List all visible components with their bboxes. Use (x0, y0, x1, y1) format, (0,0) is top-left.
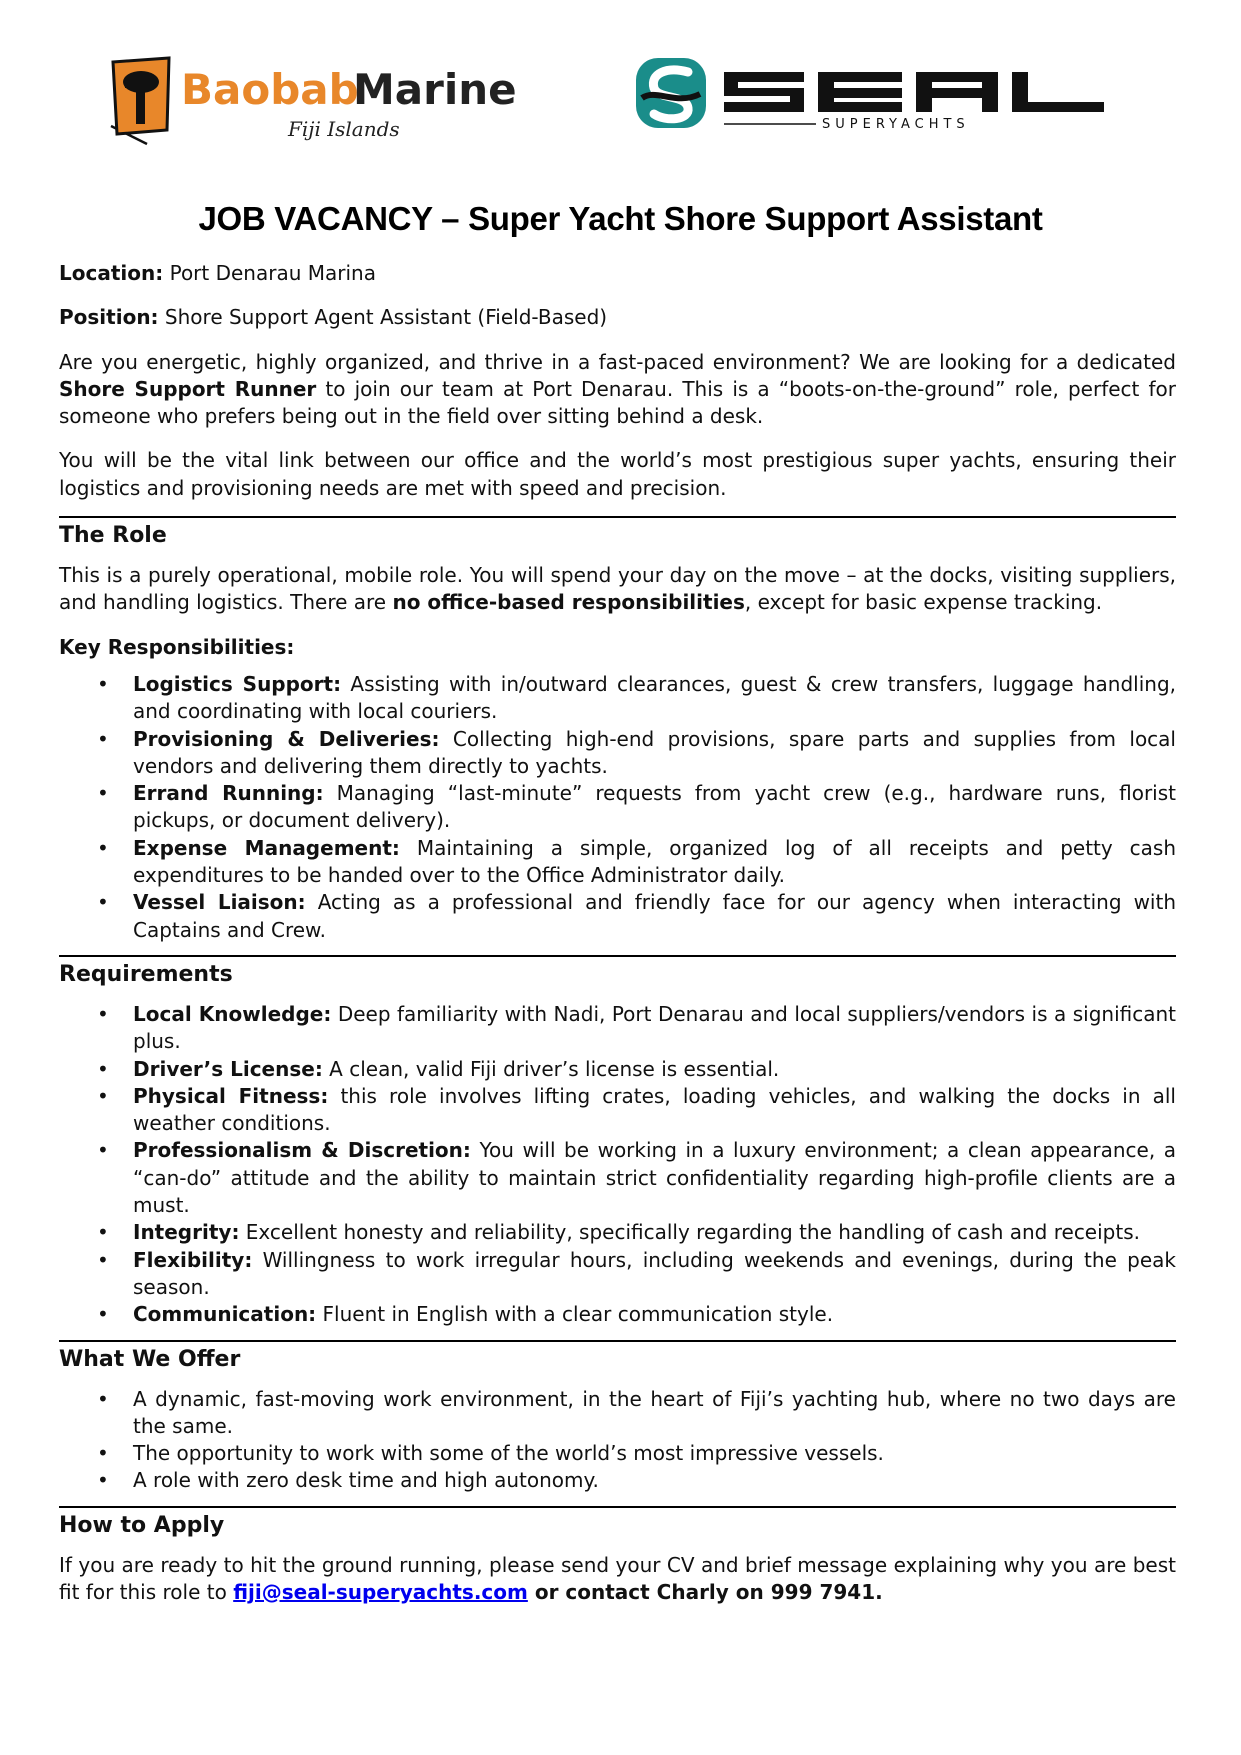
list-item: • A dynamic, fast-moving work environment, in the heart of Fiji’s yachting hub, where no two days are the same. (59, 1386, 1176, 1441)
list-item: • Driver’s License: A clean, valid Fiji driver’s license is essential. (59, 1056, 1176, 1083)
responsibilities-list (59, 671, 1176, 944)
key-responsibilities-heading: Key Responsibilities: (59, 634, 295, 659)
intro-paragraph-1: Are you energetic, highly organized, and thrive in a fast-paced environment? We are looking for a dedicated Shore Support Runner to join our team at Port Denarau. This is a “boots-on-the-ground” role, perfect for someone who prefers being out in the field over sitting behind a desk. (59, 349, 1177, 429)
baobab-word: Baobab (181, 65, 359, 114)
contact-text: or contact Charly on 999 7941. (527, 1579, 883, 1604)
location-line (59, 260, 1176, 287)
list-item: • Errand Running: Managing “last-minute” requests from yacht crew (e.g., hardware runs, florist pickups, or document delivery). (59, 780, 1176, 835)
location-label: Location: (59, 261, 164, 285)
section-what-we-offer (59, 1340, 1176, 1495)
page-title: JOB VACANCY – Super Yacht Shore Support Assistant (198, 200, 1043, 237)
position-line (59, 304, 1176, 331)
list-item: • Integrity: Excellent honesty and reliability, specifically regarding the handling of cash and receipts. (59, 1219, 1176, 1246)
list-item: • Vessel Liaison: Acting as a professional and friendly face for our agency when interacting with Captains and Crew. (59, 889, 1176, 944)
superyachts-tagline: SUPERYACHTS (822, 117, 970, 132)
section-heading: What We Offer (59, 1346, 241, 1372)
list-item: • Provisioning & Deliveries: Collecting high-end provisions, spare parts and supplies from local vendors and delivering them directly to yachts. (59, 726, 1176, 781)
position-label: Position: (59, 305, 159, 330)
shore-support-runner-text: Shore Support Runner (59, 376, 317, 401)
list-item: • Logistics Support: Assisting with in/outward clearances, guest & crew transfers, luggage handling, and coordinating with local couriers. (59, 671, 1176, 726)
seal-superyachts-logo (636, 58, 1144, 138)
section-heading: The Role (59, 523, 167, 549)
seal-s-icon (636, 58, 706, 128)
apply-paragraph: If you are ready to hit the ground running, please send your CV and brief message explaining why you are best fit for this role to fiji@seal-superyachts.com or contact Charly on 999 7941. (59, 1552, 1176, 1604)
document-body (59, 260, 1176, 1623)
seal-wordmark (724, 72, 1104, 112)
list-item: • A role with zero desk time and high autonomy. (59, 1467, 1176, 1494)
section-heading: How to Apply (59, 1512, 225, 1538)
intro-paragraph-2: You will be the vital link between our office and the world’s most prestigious super yachts, ensuring their logistics and provisioning needs are met with speed and precision. (59, 448, 1176, 500)
list-item: • Local Knowledge: Deep familiarity with Nadi, Port Denarau and local suppliers/vendors is a significant plus. (59, 1001, 1176, 1056)
section-how-to-apply (59, 1506, 1176, 1607)
role-paragraph: This is a purely operational, mobile role. You will spend your day on the move – at the docks, visiting suppliers, and handling logistics. There are no office-based responsibilities, except for basic expense tracking. (59, 563, 1176, 615)
section-heading: Requirements (59, 961, 233, 987)
list-item: • Physical Fitness: this role involves lifting crates, loading vehicles, and walking the docks in all weather conditions. (59, 1083, 1176, 1138)
list-item: • The opportunity to work with some of the world’s most impressive vessels. (59, 1440, 1176, 1467)
fiji-islands-tagline: Fiji Islands (288, 117, 400, 141)
list-item: • Expense Management: Maintaining a simple, organized log of all receipts and petty cash expenditures to be handed over to the Office Administrator daily. (59, 835, 1176, 890)
location-value: Port Denarau Marina (169, 261, 376, 285)
list-item: • Flexibility: Willingness to work irregular hours, including weekends and evenings, during the peak season. (59, 1247, 1176, 1302)
list-item: • Professionalism & Discretion: You will be working in a luxury environment; a clean appearance, a “can-do” attitude and the ability to maintain strict confidentiality regarding high-profile clients are a must. (59, 1137, 1176, 1219)
offer-list (59, 1386, 1176, 1495)
list-item: • Communication: Fluent in English with a clear communication style. (59, 1301, 1176, 1328)
section-the-role (59, 516, 1176, 944)
baobab-marine-logo (103, 56, 573, 148)
position-value: Shore Support Agent Assistant (Field-Based) (164, 305, 608, 330)
section-requirements (59, 955, 1176, 1329)
marine-word: Marine (353, 65, 517, 114)
email-link[interactable]: fiji@seal-superyachts.com (233, 1579, 528, 1604)
requirements-list (59, 1001, 1176, 1329)
